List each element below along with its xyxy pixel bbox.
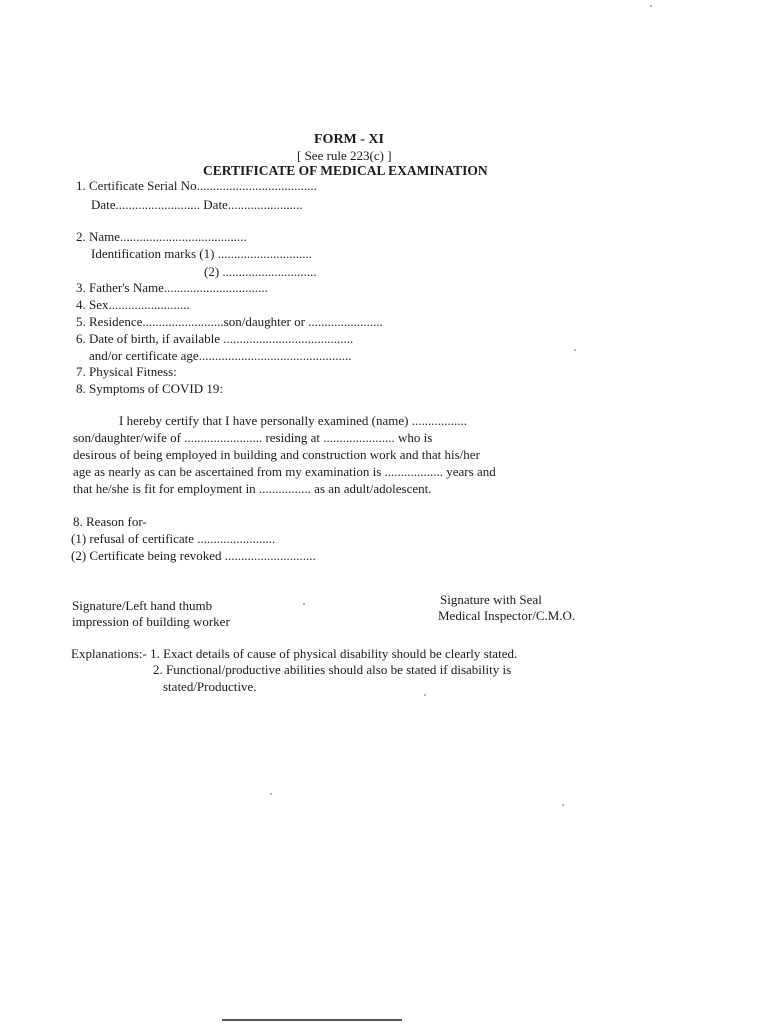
bottom-edge-line [222,1019,402,1021]
certify-line-2: son/daughter/wife of ........................ residing at ...................... who is [73,430,433,445]
reason-heading: 8. Reason for- [73,514,147,529]
worker-signature-label-1: Signature/Left hand thumb [72,598,213,613]
field-identification-marks-2: (2) ............................. [204,264,317,279]
certify-line-5: that he/she is fit for employment in ................ as an adult/adolescent. [73,481,432,496]
field-covid-symptoms: 8. Symptoms of COVID 19: [76,381,223,396]
worker-signature-label-2: impression of building worker [72,614,230,629]
inspector-signature-label-1: Signature with Seal [440,592,542,607]
scan-speck [650,5,652,7]
field-certificate-age: and/or certificate age............................................... [89,348,352,363]
rule-reference: [ See rule 223(c) ] [297,148,392,163]
certify-line-1: I hereby certify that I have personally examined (name) ................. [119,413,467,428]
form-number: FORM - XI [314,132,384,147]
explanation-line-1: Explanations:- 1. Exact details of cause of physical disability should be clearly stated. [71,646,518,661]
reason-revoked: (2) Certificate being revoked ............................ [71,548,316,563]
scan-speck [562,804,564,806]
certificate-title: CERTIFICATE OF MEDICAL EXAMINATION [203,163,488,178]
field-identification-marks-1: Identification marks (1) ............................. [91,246,312,261]
explanation-line-2: 2. Functional/productive abilities should also be stated if disability is [153,662,512,677]
field-name: 2. Name....................................... [76,229,247,244]
field-sex: 4. Sex......................... [76,297,190,312]
field-serial-no: 1. Certificate Serial No..................................... [76,178,317,193]
field-physical-fitness: 7. Physical Fitness: [76,364,177,379]
field-dates: Date.......................... Date....................... [91,197,303,212]
explanation-line-3: stated/Productive. [163,679,257,694]
certify-line-3: desirous of being employed in building and construction work and that his/her [73,447,480,462]
inspector-signature-label-2: Medical Inspector/C.M.O. [438,608,576,623]
certify-line-4: age as nearly as can be ascertained from my examination is .................. years and [73,464,496,479]
field-fathers-name: 3. Father's Name................................ [76,280,268,295]
reason-refusal: (1) refusal of certificate ........................ [71,531,276,546]
scan-speck [574,349,576,351]
scan-speck [270,793,272,795]
field-residence: 5. Residence.........................son/daughter or ....................... [76,314,383,329]
scan-speck [303,603,305,605]
scan-speck [424,694,426,696]
field-date-of-birth: 6. Date of birth, if available ........................................ [76,331,354,346]
